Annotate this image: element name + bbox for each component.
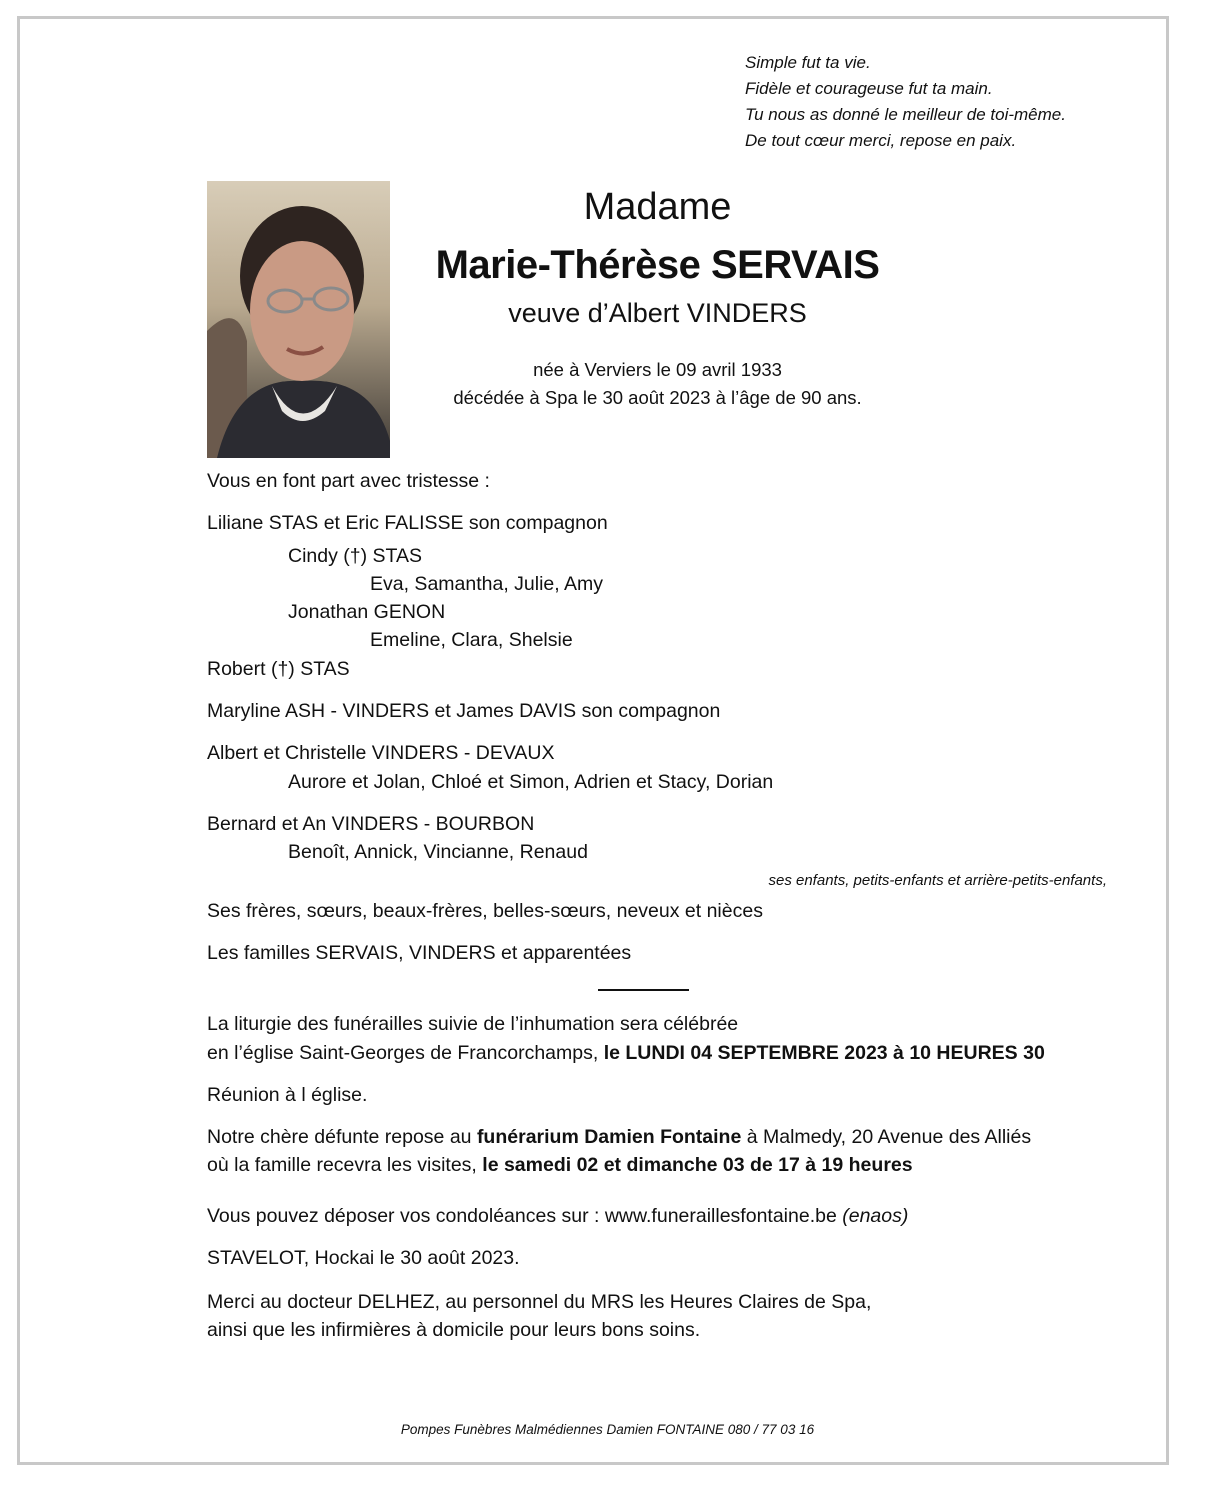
family-row: Eva, Samantha, Julie, Amy	[370, 573, 604, 595]
thanks-line: ainsi que les infirmières à domicile pour leurs bons soins.	[207, 1319, 701, 1341]
divider-line	[598, 989, 689, 991]
visit-line	[207, 1151, 913, 1179]
poem	[745, 50, 1066, 154]
family-row: Bernard et An VINDERS - BOURBON	[207, 813, 535, 835]
family-caption: ses enfants, petits-enfants et arrière-petits-enfants,	[768, 872, 1107, 889]
condolence-note: (enaos)	[842, 1205, 909, 1227]
visit-prefix: où la famille recevra les visites,	[207, 1154, 483, 1176]
meeting-line: Réunion à l église.	[207, 1084, 368, 1106]
family-row: Liliane STAS et Eric FALISSE son compagnon	[207, 512, 608, 534]
rest-line	[207, 1123, 1031, 1151]
family-row: Maryline ASH - VINDERS et James DAVIS son compagnon	[207, 700, 721, 722]
poem-line: Simple fut ta vie.	[745, 53, 871, 72]
page-border	[17, 16, 1169, 1465]
ceremony-line: La liturgie des funérailles suivie de l’inhumation sera célébrée	[207, 1013, 739, 1035]
poem-line: Fidèle et courageuse fut ta main.	[745, 79, 993, 98]
funerarium-name: funérarium Damien Fontaine	[476, 1126, 742, 1148]
ceremony-line	[207, 1039, 1045, 1067]
widow-line: veuve d’Albert VINDERS	[508, 298, 807, 328]
family-row: Jonathan GENON	[288, 601, 446, 623]
rest-prefix: Notre chère défunte repose au	[207, 1126, 477, 1148]
family-intro: Vous en font part avec tristesse :	[207, 470, 490, 492]
condolence-text: Vous pouvez déposer vos condoléances sur : www.funerailles​fontaine.be	[207, 1205, 843, 1227]
birth-line: née à Verviers le 09 avril 1933	[533, 359, 782, 380]
ceremony-church: en l’église Saint-Georges de Francorchamps,	[207, 1042, 604, 1064]
family-row: Aurore et Jolan, Chloé et Simon, Adrien et Stacy, Dorian	[288, 771, 774, 793]
life-dates	[390, 356, 925, 412]
family-row: Cindy (†) STAS	[288, 545, 423, 567]
family-row: Emeline, Clara, Shelsie	[370, 629, 573, 651]
thanks-line: Merci au docteur DELHEZ, au personnel du MRS les Heures Claires de Spa,	[207, 1291, 872, 1313]
visit-times: le samedi 02 et dimanche 03 de 17 à 19 heures	[482, 1154, 913, 1176]
title-madame: Madame	[583, 186, 732, 228]
place-date: STAVELOT, Hockai le 30 août 2023.	[207, 1247, 520, 1269]
siblings-line: Ses frères, sœurs, beaux-frères, belles-sœurs, neveux et nièces	[207, 900, 763, 922]
ceremony-datetime: le LUNDI 04 SEPTEMBRE 2023 à 10 HEURES 30	[603, 1042, 1045, 1064]
family-row: Robert (†) STAS	[207, 658, 350, 680]
portrait-photo	[207, 181, 390, 458]
poem-line: De tout cœur merci, repose en paix.	[745, 131, 1017, 150]
family-row: Albert et Christelle VINDERS - DEVAUX	[207, 742, 555, 764]
death-line: décédée à Spa le 30 août 2023 à l’âge de 90 ans.	[453, 387, 862, 408]
families-line: Les familles SERVAIS, VINDERS et apparentées	[207, 942, 632, 964]
rest-address: à Malmedy, 20 Avenue des Alliés	[741, 1126, 1032, 1148]
funeral-home-footer: Pompes Funèbres Malmédiennes Damien FONTAINE 080 / 77 03 16	[400, 1422, 815, 1437]
deceased-name: Marie-Thérèse SERVAIS	[435, 243, 880, 287]
family-row: Benoît, Annick, Vincianne, Renaud	[288, 841, 588, 863]
condolence-line	[207, 1202, 908, 1230]
poem-line: Tu nous as donné le meilleur de toi-même.	[745, 105, 1066, 124]
